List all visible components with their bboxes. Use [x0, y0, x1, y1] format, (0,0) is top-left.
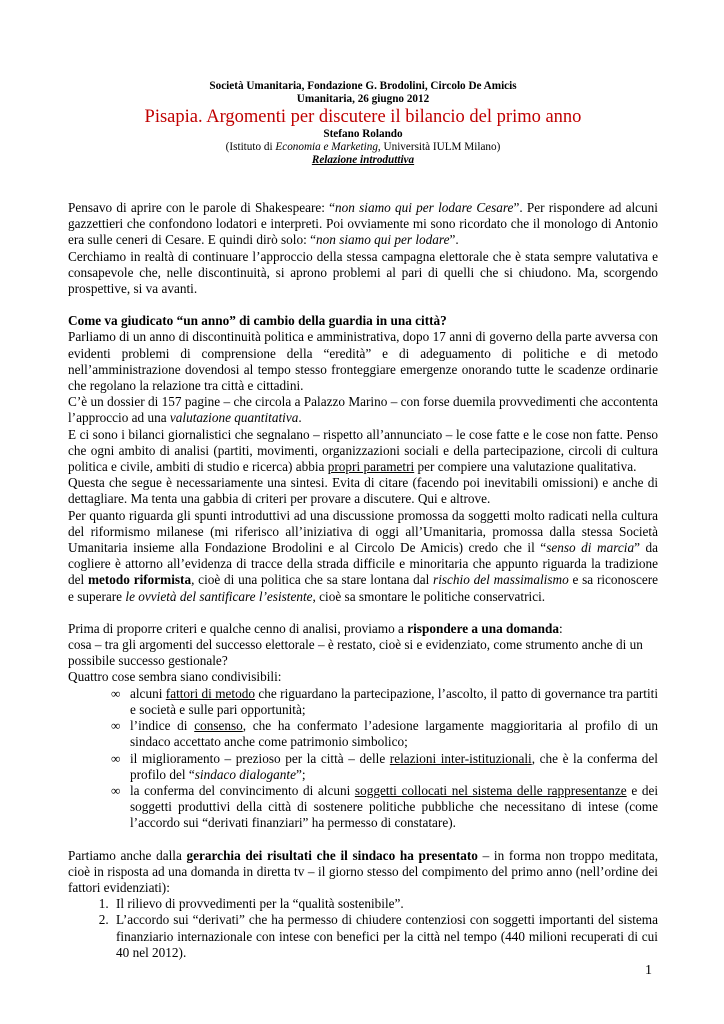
body-paragraph: Quattro cose sembra siano condivisibili: [68, 669, 282, 685]
criteria-list [68, 686, 658, 832]
intro-paragraph: Pensavo di aprire con le parole di Shakespeare: “non siamo qui per lodare Cesare”. Per rispondere ad alcuni gazzettieri che confondono lodatori e interpreti. Poi ovviamente mi sono ricordato che il monologo di Antonio era sulle ceneri di Cesare. E quindi dirò solo: “non siamo qui per lodare”. [68, 200, 658, 248]
body-paragraph: Partiamo anche dalla gerarchia dei risultati che il sindaco ha presentato – in forma non troppo meditata, cioè in risposta ad una domanda in diretta tv – il giorno stesso del compimento del primo anno (nell’ordine dei fattori evidenziati): [68, 847, 659, 895]
author-affiliation: (Istituto di Economia e Marketing, Università IULM Milano) [225, 141, 501, 153]
section-heading: Come va giudicato “un anno” di cambio della guardia in una città? [68, 313, 447, 329]
page-number: 1 [645, 963, 652, 978]
list-item: ∞ la conferma del convincimento di alcuni soggetti collocati nel sistema delle rappresentanze e dei soggetti produttivi della città di sostenere politiche pubbliche che necessitano di intese (come l’accordo sui “derivati finanziari” ha permesso di constatare). [111, 782, 659, 831]
infinity-bullet-icon: ∞ [111, 750, 121, 766]
author-name: Stefano Rolando [323, 128, 403, 140]
list-item: 1. Il rilievo di provvedimenti per la “qualità sostenibile”. [112, 896, 658, 912]
body-paragraph: Parliamo di un anno di discontinuità politica e amministrativa, dopo 17 anni di governo della parte avversa con evidenti problemi di comprensione della “eredità” e di adeguamento di politiche e di metodo nell’amministrazione dovendosi al tempo stesso fronteggiare emergenze onorando tutte le scadenze ordinarie che regolano la relazione tra città e cittadini. [68, 329, 658, 394]
body-paragraph: Questa che segue è necessariamente una sintesi. Evita di citare (facendo poi inevitabili omissioni) e anche di dettagliare. Ma tenta una gabbia di criteri per provare a discutere. Qui e altrove. [68, 475, 658, 507]
list-item: ∞ il miglioramento – prezioso per la città – delle relazioni inter-istituzionali, che è la conferma del profilo del “sindaco dialogante”; [111, 750, 658, 782]
date-line: Umanitaria, 26 giugno 2012 [296, 93, 430, 105]
body-paragraph: Prima di proporre criteri e qualche cenno di analisi, proviamo a rispondere a una domanda: [68, 620, 563, 636]
document-page [68, 80, 658, 961]
intro-paragraph: Cerchiamo in realtà di continuare l’approccio della stessa campagna elettorale che è stata sempre valutativa e consapevole che, nelle discontinuità, si aprono problemi al pari di quelli che si chiudono. Ma, scorgendo prospettive, si va avanti. [68, 248, 658, 297]
organizers-line: Società Umanitaria, Fondazione G. Brodolini, Circolo De Amicis [209, 80, 517, 92]
report-label: Relazione introduttiva [311, 154, 415, 166]
infinity-bullet-icon: ∞ [111, 685, 121, 701]
body-paragraph: E ci sono i bilanci giornalistici che segnalano – rispetto all’annunciato – le cose fatte e le cose non fatte. Penso che ogni ambito di analisi (partiti, movimenti, organizzazioni sociali e della partecipazione, circoli di cultura politica e civile, ambiti di studio e ricerca) abbia propri parametri per compiere una valutazione qualitativa. [68, 426, 658, 475]
document-title: Pisapia. Argomenti per discutere il bilancio del primo anno [144, 107, 582, 127]
body-paragraph: Per quanto riguarda gli spunti introduttivi ad una discussione promossa da soggetti molto radicati nella cultura del riformismo milanese (mi riferisco all’iniziativa di oggi all’Umanitaria, promossa dalla stessa Società Umanitaria insieme alla Fondazione Brodolini e al Circolo De Amicis) credo che il “senso di marcia” da cogliere è attorno all’evidenza di tracce della strada difficile e minoritaria che appunto riguarda la tradizione del metodo riformista, cioè di una politica che sa stare lontana dal rischio del massimalismo e sa riconoscere e superare le ovvietà del santificare l’esistente, cioè sa smontare le politiche conservatrici. [68, 507, 659, 604]
infinity-bullet-icon: ∞ [111, 718, 121, 734]
document-body [68, 200, 658, 961]
infinity-bullet-icon: ∞ [111, 782, 121, 798]
results-list [68, 896, 658, 961]
author-block [68, 128, 658, 167]
document-header [68, 80, 658, 106]
body-paragraph: cosa – tra gli argomenti del successo elettorale – è restato, cioè si e evidenziato, come strumento anche di un possibile successo gestionale? [68, 637, 643, 669]
list-item: ∞ l’indice di consenso, che ha confermato l’adesione largamente maggioritaria al profilo di un sindaco accettato anche come patrimonio simbolico; [111, 718, 659, 750]
list-item: 2. L’accordo sui “derivati” che ha permesso di chiudere contenziosi con soggetti importanti del sistema finanziario internazionale con intese con benefici per la città nel tempo (440 milioni recuperati di cui 40 nel 2012). [112, 912, 658, 961]
list-item: ∞ alcuni fattori di metodo che riguardano la partecipazione, l’ascolto, il patto di governance tra partiti e società e sulle pari opportunità; [111, 685, 658, 717]
body-paragraph: C’è un dossier di 157 pagine – che circola a Palazzo Marino – con forse duemila provvedimenti che accontenta l’approccio ad una valutazione quantitativa. [68, 394, 658, 426]
